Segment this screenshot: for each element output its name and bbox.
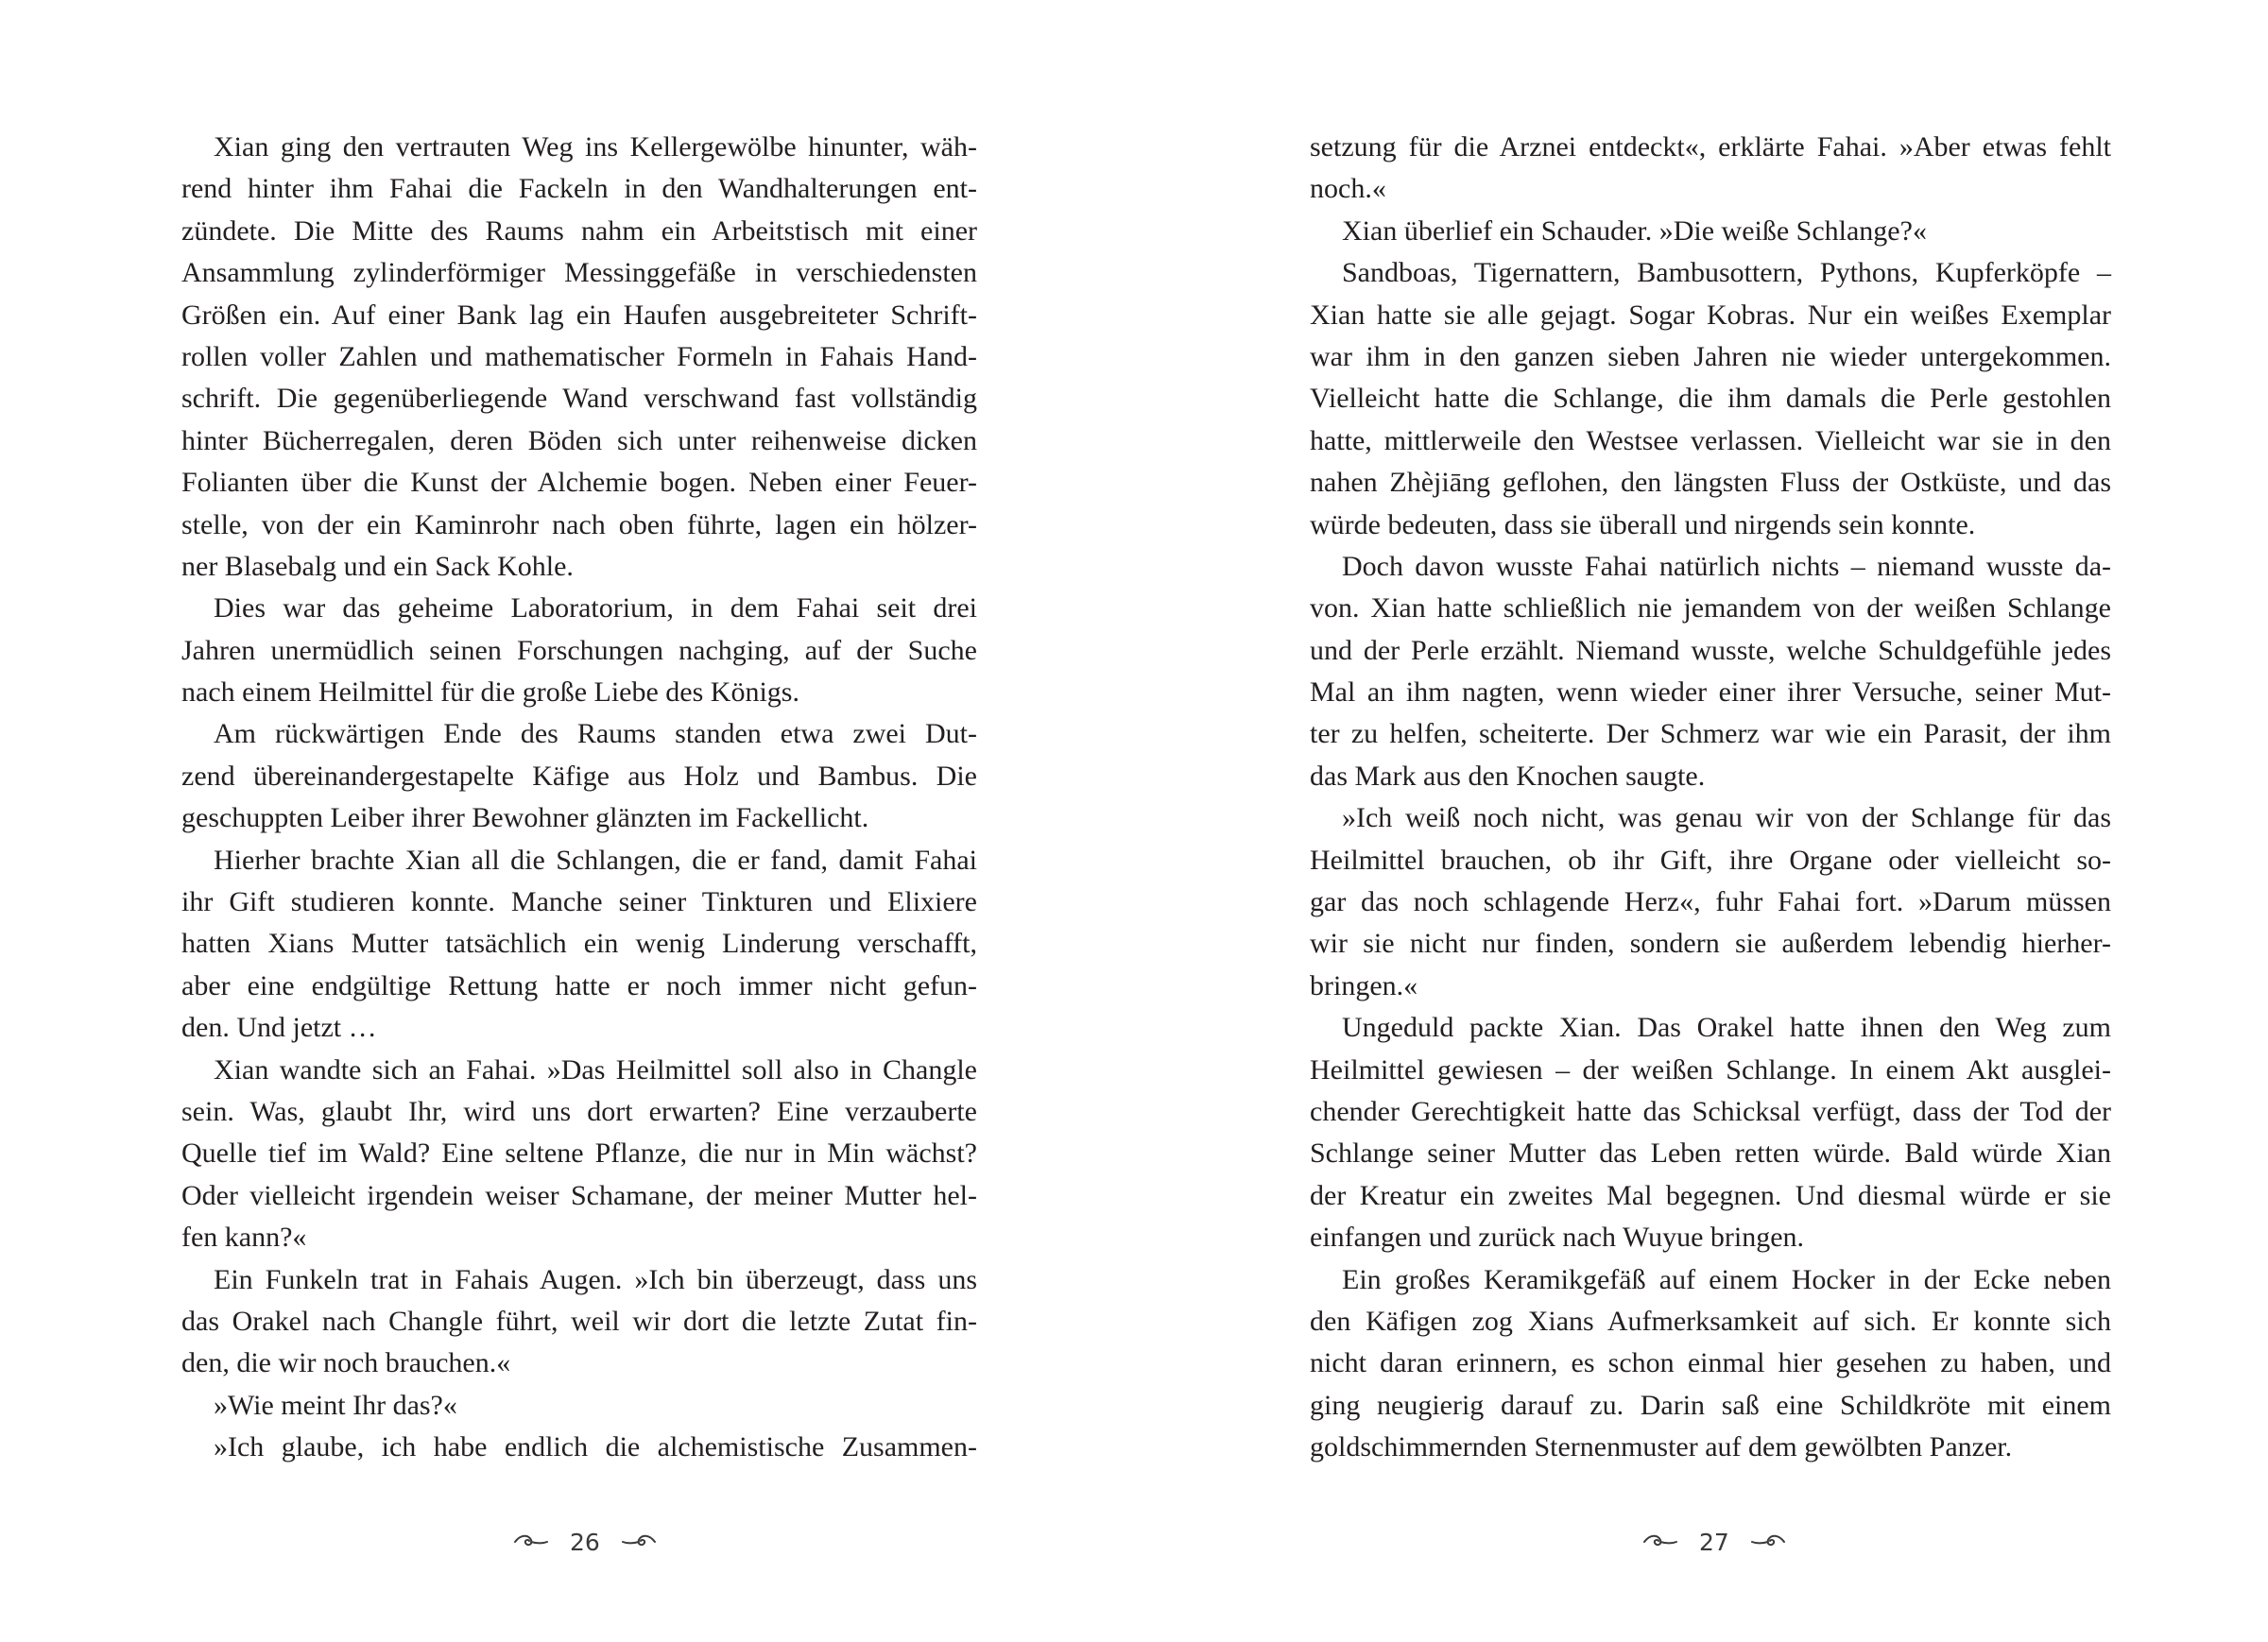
text-line: Dies war das geheime Laboratorium, in dem Fahai seit drei [214, 592, 977, 624]
text-line: Oder vielleicht irgendein weiser Schamane, der meiner Mutter hel- [181, 1179, 977, 1211]
text-line: stelle, von der ein Kaminrohr nach oben führte, lagen ein hölzer- [181, 508, 977, 540]
body-text [1310, 127, 2111, 1469]
text-line: bringen.« [1310, 969, 1418, 1001]
text-line: nach einem Heilmittel für die große Liebe des Königs. [181, 676, 799, 709]
text-line: Quelle tief im Wald? Eine seltene Pflanze, die nur in Min wächst? [181, 1137, 977, 1170]
text-line: noch.« [1310, 173, 1386, 205]
text-line: Xian hatte sie alle gejagt. Sogar Kobras. Nur ein weißes Exemplar [1310, 299, 2111, 331]
text-line: Am rückwärtigen Ende des Raums standen etwa zwei Dut- [214, 718, 977, 750]
text-line: »Ich weiß noch nicht, was genau wir von der Schlange für das [1342, 802, 2111, 834]
text-line: rend hinter ihm Fahai die Fackeln in den Wandhalterungen ent- [181, 173, 977, 205]
text-line: aber eine endgültige Rettung hatte er noch immer nicht gefun- [181, 969, 977, 1001]
page-number: 26 [570, 1528, 600, 1556]
text-line: den, die wir noch brauchen.« [181, 1347, 511, 1379]
text-line: hinter Bücherregalen, deren Böden sich unter reihenweise dicken [181, 424, 977, 456]
text-line: nahen Zhèjiāng geflohen, den längsten Fluss der Ostküste, und das [1310, 467, 2111, 499]
body-text [181, 127, 977, 1469]
text-line: Heilmittel gewiesen – der weißen Schlange. In einem Akt ausglei- [1310, 1053, 2111, 1086]
text-line: ner Blasebalg und ein Sack Kohle. [181, 550, 574, 582]
text-line: zündete. Die Mitte des Raums nahm ein Arbeitstisch mit einer [181, 214, 977, 247]
text-line: würde bedeuten, dass sie überall und nirgends sein konnte. [1310, 508, 1976, 540]
right-page [1134, 0, 2268, 1642]
text-line: »Ich glaube, ich habe endlich die alchemistische Zusammen- [214, 1431, 977, 1463]
text-line: das Mark aus den Knochen saugte. [1310, 760, 1706, 792]
text-line: schrift. Die gegenüberliegende Wand verschwand fast vollständig [181, 383, 977, 415]
page-number: 27 [1699, 1528, 1729, 1556]
flourish-left-icon [513, 1532, 549, 1551]
text-line: Doch davon wusste Fahai natürlich nichts – niemand wusste da- [1342, 550, 2111, 582]
text-line: sein. Was, glaubt Ihr, wird uns dort erwarten? Eine verzauberte [181, 1095, 977, 1127]
text-line: Folianten über die Kunst der Alchemie bogen. Neben einer Feuer- [181, 467, 977, 499]
text-line: war ihm in den ganzen sieben Jahren nie wieder untergekommen. [1310, 340, 2111, 372]
page-footer [513, 1523, 657, 1561]
text-line: Mal an ihm nagten, wenn wieder einer ihrer Versuche, seiner Mut- [1310, 676, 2111, 709]
text-line: hatte, mittlerweile den Westsee verlassen. Vielleicht war sie in den [1310, 424, 2111, 456]
text-line: zend übereinandergestapelte Käfige aus Holz und Bambus. Die [181, 760, 977, 792]
text-line: gar das noch schlagende Herz«, fuhr Fahai fort. »Darum müssen [1310, 886, 2111, 918]
text-line: Größen ein. Auf einer Bank lag ein Haufen ausgebreiteter Schrift- [181, 299, 977, 331]
text-line: Ansammlung zylinderförmiger Messinggefäße in verschiedensten [181, 257, 977, 289]
text-line: Jahren unermüdlich seinen Forschungen nachging, auf der Suche [181, 634, 977, 666]
text-line: den. Und jetzt … [181, 1012, 377, 1044]
text-line: einfangen und zurück nach Wuyue bringen. [1310, 1222, 1805, 1254]
text-line: Vielleicht hatte die Schlange, die ihm damals die Perle gestohlen [1310, 383, 2111, 415]
text-line: Hierher brachte Xian all die Schlangen, die er fand, damit Fahai [214, 844, 977, 876]
text-line: Xian wandte sich an Fahai. »Das Heilmittel soll also in Changle [214, 1053, 977, 1086]
text-line: Ein großes Keramikgefäß auf einem Hocker in der Ecke neben [1342, 1263, 2111, 1295]
flourish-right-icon [1750, 1532, 1786, 1551]
flourish-left-icon [1642, 1532, 1678, 1551]
text-line: Ein Funkeln trat in Fahais Augen. »Ich bin überzeugt, dass uns [214, 1263, 977, 1295]
text-line: Sandboas, Tigernattern, Bambusottern, Pythons, Kupferköpfe – [1342, 257, 2111, 289]
text-line: goldschimmernden Sternenmuster auf dem gewölbten Panzer. [1310, 1431, 2013, 1463]
text-line: Schlange seiner Mutter das Leben retten würde. Bald würde Xian [1310, 1137, 2111, 1170]
text-line: das Orakel nach Changle führt, weil wir dort die letzte Zutat fin- [181, 1305, 977, 1337]
text-line: Ungeduld packte Xian. Das Orakel hatte ihnen den Weg zum [1342, 1012, 2111, 1044]
text-line: chender Gerechtigkeit hatte das Schicksal verfügt, dass der Tod der [1310, 1095, 2111, 1127]
text-line: ging neugierig darauf zu. Darin saß eine Schildkröte mit einem [1310, 1389, 2111, 1421]
text-line: »Wie meint Ihr das?« [214, 1389, 457, 1421]
text-line: und der Perle erzählt. Niemand wusste, welche Schuldgefühle jedes [1310, 634, 2111, 666]
text-line: ter zu helfen, scheiterte. Der Schmerz war wie ein Parasit, der ihm [1310, 718, 2111, 750]
text-line: setzung für die Arznei entdeckt«, erklärte Fahai. »Aber etwas fehlt [1310, 131, 2111, 162]
text-line: nicht daran erinnern, es schon einmal hier gesehen zu haben, und [1310, 1347, 2111, 1379]
text-line: wir sie nicht nur finden, sondern sie außerdem lebendig hierher- [1310, 928, 2111, 960]
page-footer [1642, 1523, 1786, 1561]
text-line: geschuppten Leiber ihrer Bewohner glänzten im Fackellicht. [181, 802, 869, 834]
text-line: Heilmittel brauchen, ob ihr Gift, ihre Organe oder vielleicht so- [1310, 844, 2111, 876]
text-line: Xian überlief ein Schauder. »Die weiße Schlange?« [1342, 214, 1927, 247]
text-line: der Kreatur ein zweites Mal begegnen. Und diesmal würde er sie [1310, 1179, 2111, 1211]
text-line: rollen voller Zahlen und mathematischer Formeln in Fahais Hand- [181, 340, 977, 372]
text-line: von. Xian hatte schließlich nie jemandem von der weißen Schlange [1310, 592, 2111, 624]
text-line: ihr Gift studieren konnte. Manche seiner Tinkturen und Elixiere [181, 886, 977, 918]
text-line: fen kann?« [181, 1222, 307, 1254]
text-line: Xian ging den vertrauten Weg ins Kellergewölbe hinunter, wäh- [214, 131, 977, 162]
text-line: den Käfigen zog Xians Aufmerksamkeit auf sich. Er konnte sich [1310, 1305, 2111, 1337]
flourish-right-icon [621, 1532, 657, 1551]
text-line: hatten Xians Mutter tatsächlich ein wenig Linderung verschafft, [181, 928, 977, 960]
